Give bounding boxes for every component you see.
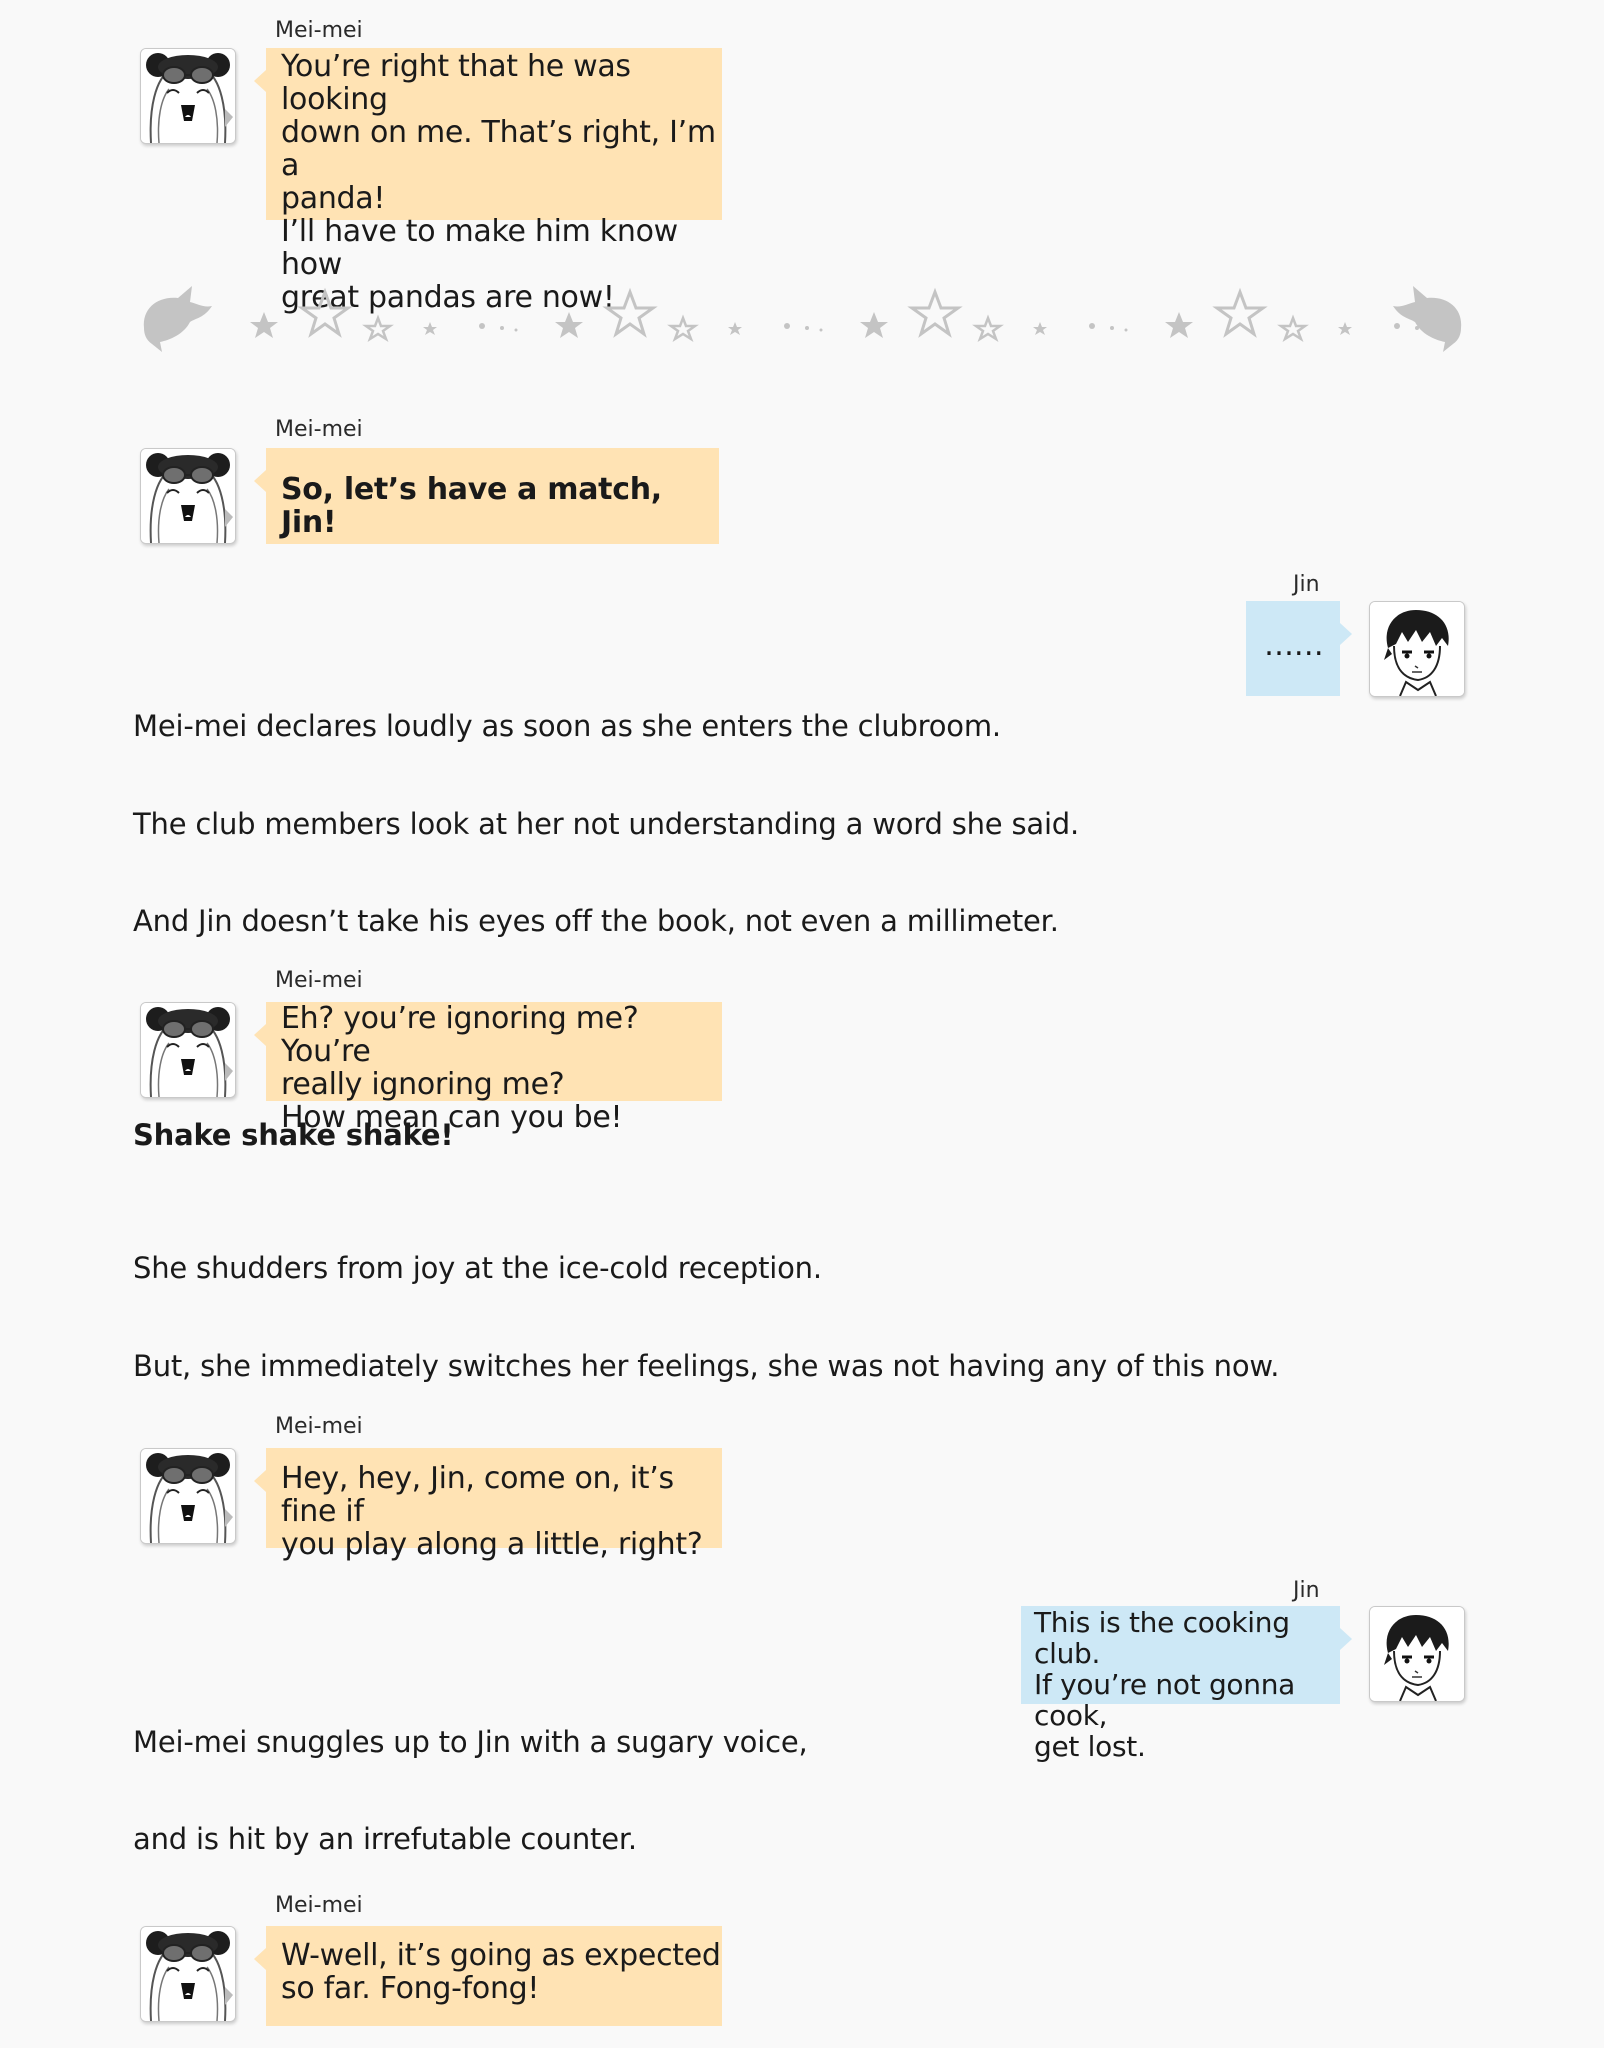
message-text: W-well, it’s going as expected so far. Fong-fong! [281,1938,721,2006]
message-text: …… [1264,628,1324,663]
narration-line: The club members look at her not understanding a word she said. [133,807,1080,841]
speaker-name: Mei-mei [275,1893,363,1918]
message-text: This is the cooking club. If you’re not gonna cook, get lost. [1034,1606,1295,1763]
meimei-avatar-icon [140,448,236,544]
narration-line: And Jin doesn’t take his eyes off the book, not even a millimeter. [133,904,1059,938]
speaker-name: Jin [1293,1578,1320,1603]
narration-line: She shudders from joy at the ice-cold reception. [133,1251,822,1285]
wolf-and-stars-divider-icon [140,278,1465,370]
message-bubble [266,48,722,315]
message-text: Eh? you’re ignoring me? You’re really ignoring me? How mean can you be! [281,1001,639,1135]
speaker-name: Jin [1293,572,1320,597]
message-text: Hey, hey, Jin, come on, it’s fine if you play along a little, right? [281,1461,703,1562]
message-bubble [1246,601,1340,696]
speaker-name: Mei-mei [275,417,363,442]
speaker-name: Mei-mei [275,18,363,43]
meimei-avatar-icon [140,48,236,144]
message-text: You’re right that he was looking down on me. That’s right, I’m a panda! I’ll have to make him know how great pandas are now! [281,49,716,315]
message-bubble [266,448,719,544]
jin-avatar-icon [1369,1606,1465,1702]
narration-line: Mei-mei snuggles up to Jin with a sugary voice, [133,1725,808,1759]
narration-line: Shake shake shake! [133,1118,454,1152]
narration-line: and is hit by an irrefutable counter. [133,1822,637,1856]
message-bubble [266,1448,722,1562]
speaker-name: Mei-mei [275,968,363,993]
narration-line: But, she immediately switches her feelings, she was not having any of this now. [133,1349,1280,1383]
meimei-avatar-icon [140,1448,236,1544]
message-bubble [266,1926,722,2026]
meimei-avatar-icon [140,1002,236,1098]
narration-line: Mei-mei declares loudly as soon as she enters the clubroom. [133,709,1001,743]
message-text: So, let’s have a match, Jin! [281,472,662,540]
message-bubble [266,1001,722,1135]
message-bubble [1021,1606,1340,1763]
jin-avatar-icon [1369,601,1465,697]
speaker-name: Mei-mei [275,1414,363,1439]
meimei-avatar-icon [140,1926,236,2022]
